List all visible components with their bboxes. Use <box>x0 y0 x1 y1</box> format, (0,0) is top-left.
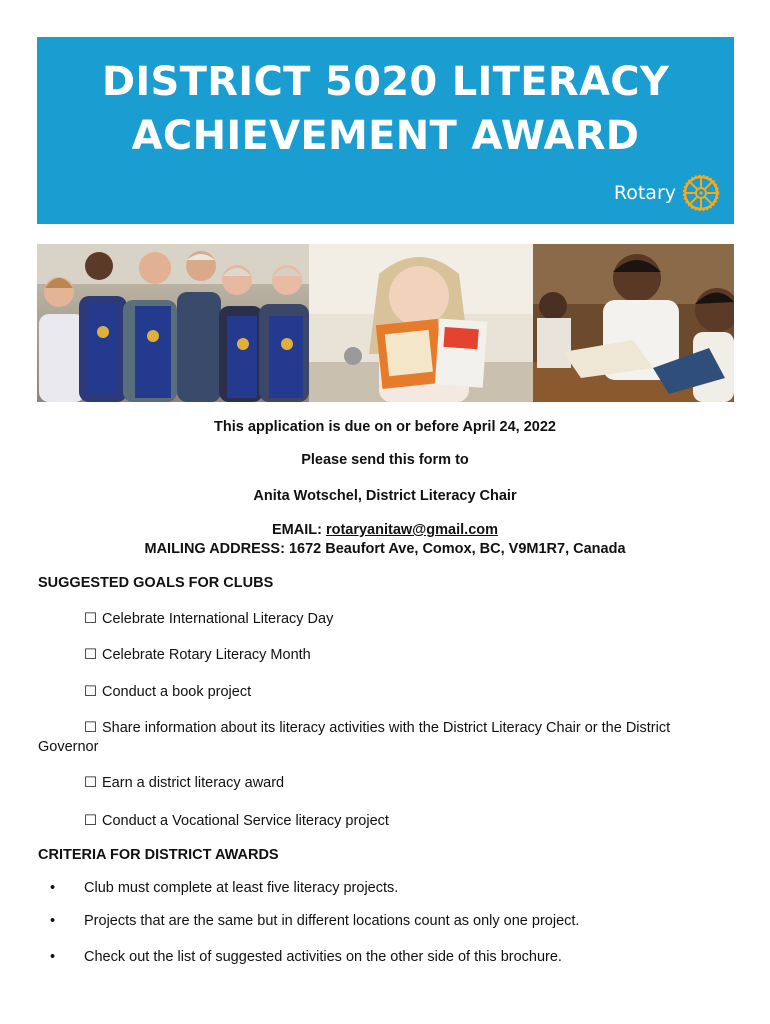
rotarians-in-aprons-photo <box>37 244 309 402</box>
title-line-1: DISTRICT 5020 LITERACY <box>101 59 670 105</box>
send-instruction-text: Please send this form to <box>301 452 469 468</box>
goal-label: Celebrate International Literacy Day <box>102 611 334 627</box>
criteria-heading: CRITERIA FOR DISTRICT AWARDS <box>38 847 279 863</box>
rotary-wheel-icon <box>682 174 720 212</box>
criteria-item <box>50 880 398 896</box>
rotary-logo <box>614 171 720 215</box>
contact-name: Anita Wotschel, District Literacy Chair <box>253 488 517 504</box>
photo-strip <box>37 244 734 402</box>
mailing-address: MAILING ADDRESS: 1672 Beaufort Ave, Comox, BC, V9M1R7, Canada <box>144 541 626 557</box>
checkbox-icon[interactable]: ☐ <box>84 684 97 700</box>
criteria-text: Projects that are the same but in different locations count as only one project. <box>84 913 580 929</box>
checkbox-icon[interactable]: ☐ <box>84 813 97 829</box>
email-label: EMAIL: <box>271 522 322 538</box>
students-reading-photo <box>533 244 734 402</box>
title-line-2: ACHIEVEMENT AWARD <box>131 113 640 159</box>
goals-heading: SUGGESTED GOALS FOR CLUBS <box>38 575 274 591</box>
girl-reading-book-photo <box>309 244 533 402</box>
criteria-text: Club must complete at least five literacy projects. <box>84 880 399 896</box>
goal-item[interactable] <box>38 646 718 665</box>
bullet-icon: • <box>50 949 56 965</box>
checkbox-icon[interactable]: ☐ <box>84 720 97 736</box>
checkbox-icon[interactable]: ☐ <box>84 775 97 791</box>
goal-label: Share information about its literacy activities with the District Literacy Chair or the District Governor <box>38 720 671 755</box>
criteria-text: Check out the list of suggested activities on the other side of this brochure. <box>84 949 562 965</box>
goal-item[interactable] <box>38 719 703 757</box>
goal-item[interactable] <box>38 812 718 831</box>
email-link[interactable]: rotaryanitaw@gmail.com <box>325 522 499 538</box>
email-line <box>0 522 770 538</box>
criteria-item <box>50 913 579 929</box>
goal-label: Celebrate Rotary Literacy Month <box>102 647 311 663</box>
goal-label: Conduct a Vocational Service literacy project <box>102 813 389 829</box>
page-title <box>37 55 734 163</box>
bullet-icon: • <box>50 913 56 929</box>
bullet-icon: • <box>50 880 56 896</box>
criteria-item <box>50 949 562 965</box>
due-date-text: This application is due on or before April 24, 2022 <box>214 419 556 435</box>
checkbox-icon[interactable]: ☐ <box>84 611 97 627</box>
goal-label: Conduct a book project <box>102 684 252 700</box>
goal-item[interactable] <box>38 774 718 793</box>
goal-item[interactable] <box>38 610 718 629</box>
rotary-logo-text: Rotary <box>613 182 676 204</box>
goal-label: Earn a district literacy award <box>102 775 285 791</box>
checkbox-icon[interactable]: ☐ <box>84 647 97 663</box>
goal-item[interactable] <box>38 683 718 702</box>
header-banner <box>37 37 734 224</box>
